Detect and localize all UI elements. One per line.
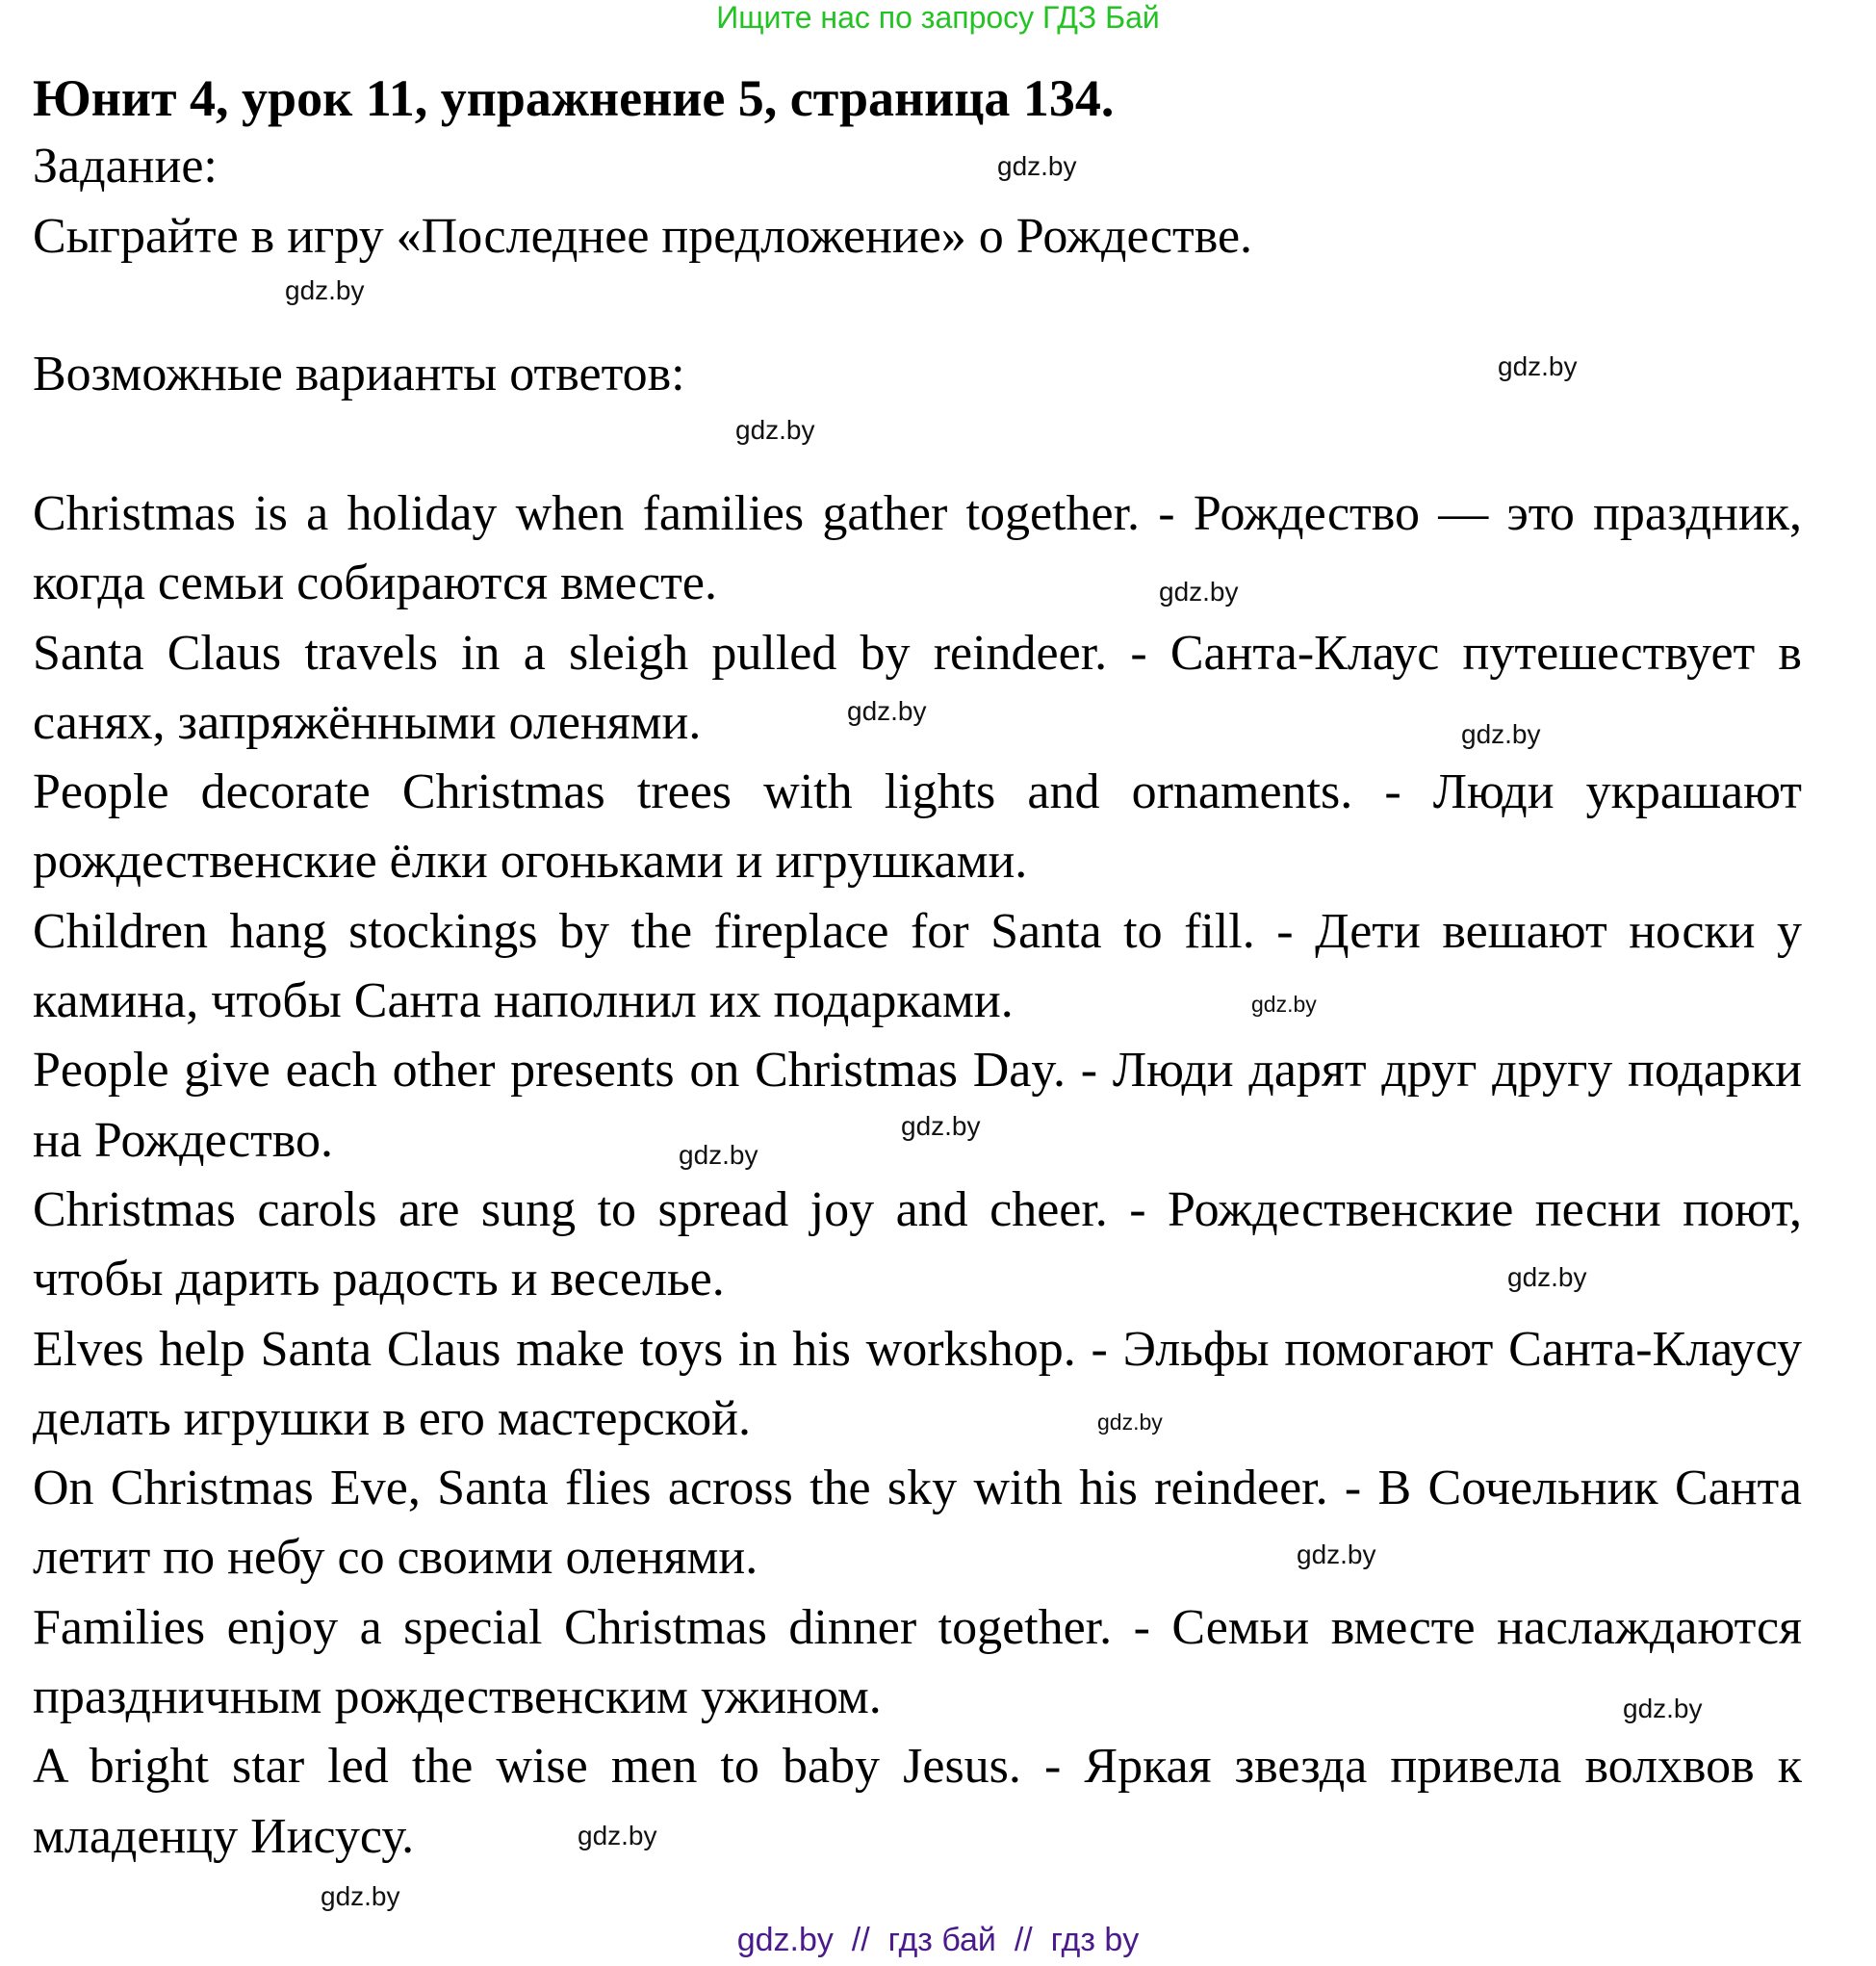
answer-item: Children hang stockings by the fireplace for Santa to fill. - Дети вешают носки у камина, чтобы Санта наполнил их подарками. [33,903,1802,1029]
watermark: gdz.by [1159,577,1239,607]
answer-item: A bright star led the wise men to baby Jesus. - Яркая звезда привела волхвов к младенцу Иисусу. [33,1739,1802,1864]
watermark: gdz.by [735,415,815,445]
watermark: gdz.by [847,696,927,726]
answer-item: Families enjoy a special Christmas dinner together. - Семьи вместе наслаждаются праздничным рождественским ужином. [33,1599,1802,1725]
watermark: gdz.by [578,1821,657,1850]
watermark: gdz.by [901,1111,981,1141]
watermark: gdz.by [1297,1539,1376,1569]
answers-label: Возможные варианты ответов: [33,347,685,401]
watermark: gdz.by [1498,351,1578,381]
answer-item: Santa Claus travels in a sleigh pulled by reindeer. - Санта-Клаус путешествует в санях, запряжёнными оленями. [33,625,1802,750]
answer-item: Elves help Santa Claus make toys in his workshop. - Эльфы помогают Санта-Клаусу делать игрушки в его мастерской. [33,1321,1802,1446]
footer-links: gdz.by // гдз бай // гдз by [736,1922,1140,1958]
answer-item: On Christmas Eve, Santa flies across the sky with his reindeer. - В Сочельник Санта летит по небу со своими оленями. [33,1461,1802,1586]
watermark: gdz.by [1097,1410,1163,1435]
watermark: gdz.by [285,275,365,305]
watermark: gdz.by [1507,1262,1587,1292]
watermark: gdz.by [679,1140,758,1170]
task-text: Сыграйте в игру «Последнее предложение» о Рождестве. [33,209,1253,264]
answers-list [33,479,1802,1872]
answer-item: Christmas is a holiday when families gather together. - Рождество — это праздник, когда семьи собираются вместе. [33,486,1802,611]
watermark: gdz.by [1251,992,1317,1017]
watermark: gdz.by [1623,1694,1703,1723]
header-banner: Ищите нас по запросу ГДЗ Бай [716,0,1160,35]
answer-item: Christmas carols are sung to spread joy and cheer. - Рождественские песни поют, чтобы дарить радость и веселье. [33,1181,1802,1307]
answer-item: People give each other presents on Christmas Day. - Люди дарят друг другу подарки на Рождество. [33,1043,1802,1168]
watermark: gdz.by [321,1881,400,1911]
watermark: gdz.by [1461,719,1541,749]
task-label: Задание: [33,139,218,194]
watermark: gdz.by [997,151,1077,181]
page-title: Юнит 4, урок 11, упражнение 5, страница 134. [33,69,1115,127]
answer-item: People decorate Christmas trees with lights and ornaments. - Люди украшают рождественские ёлки огоньками и игрушками. [33,764,1802,890]
